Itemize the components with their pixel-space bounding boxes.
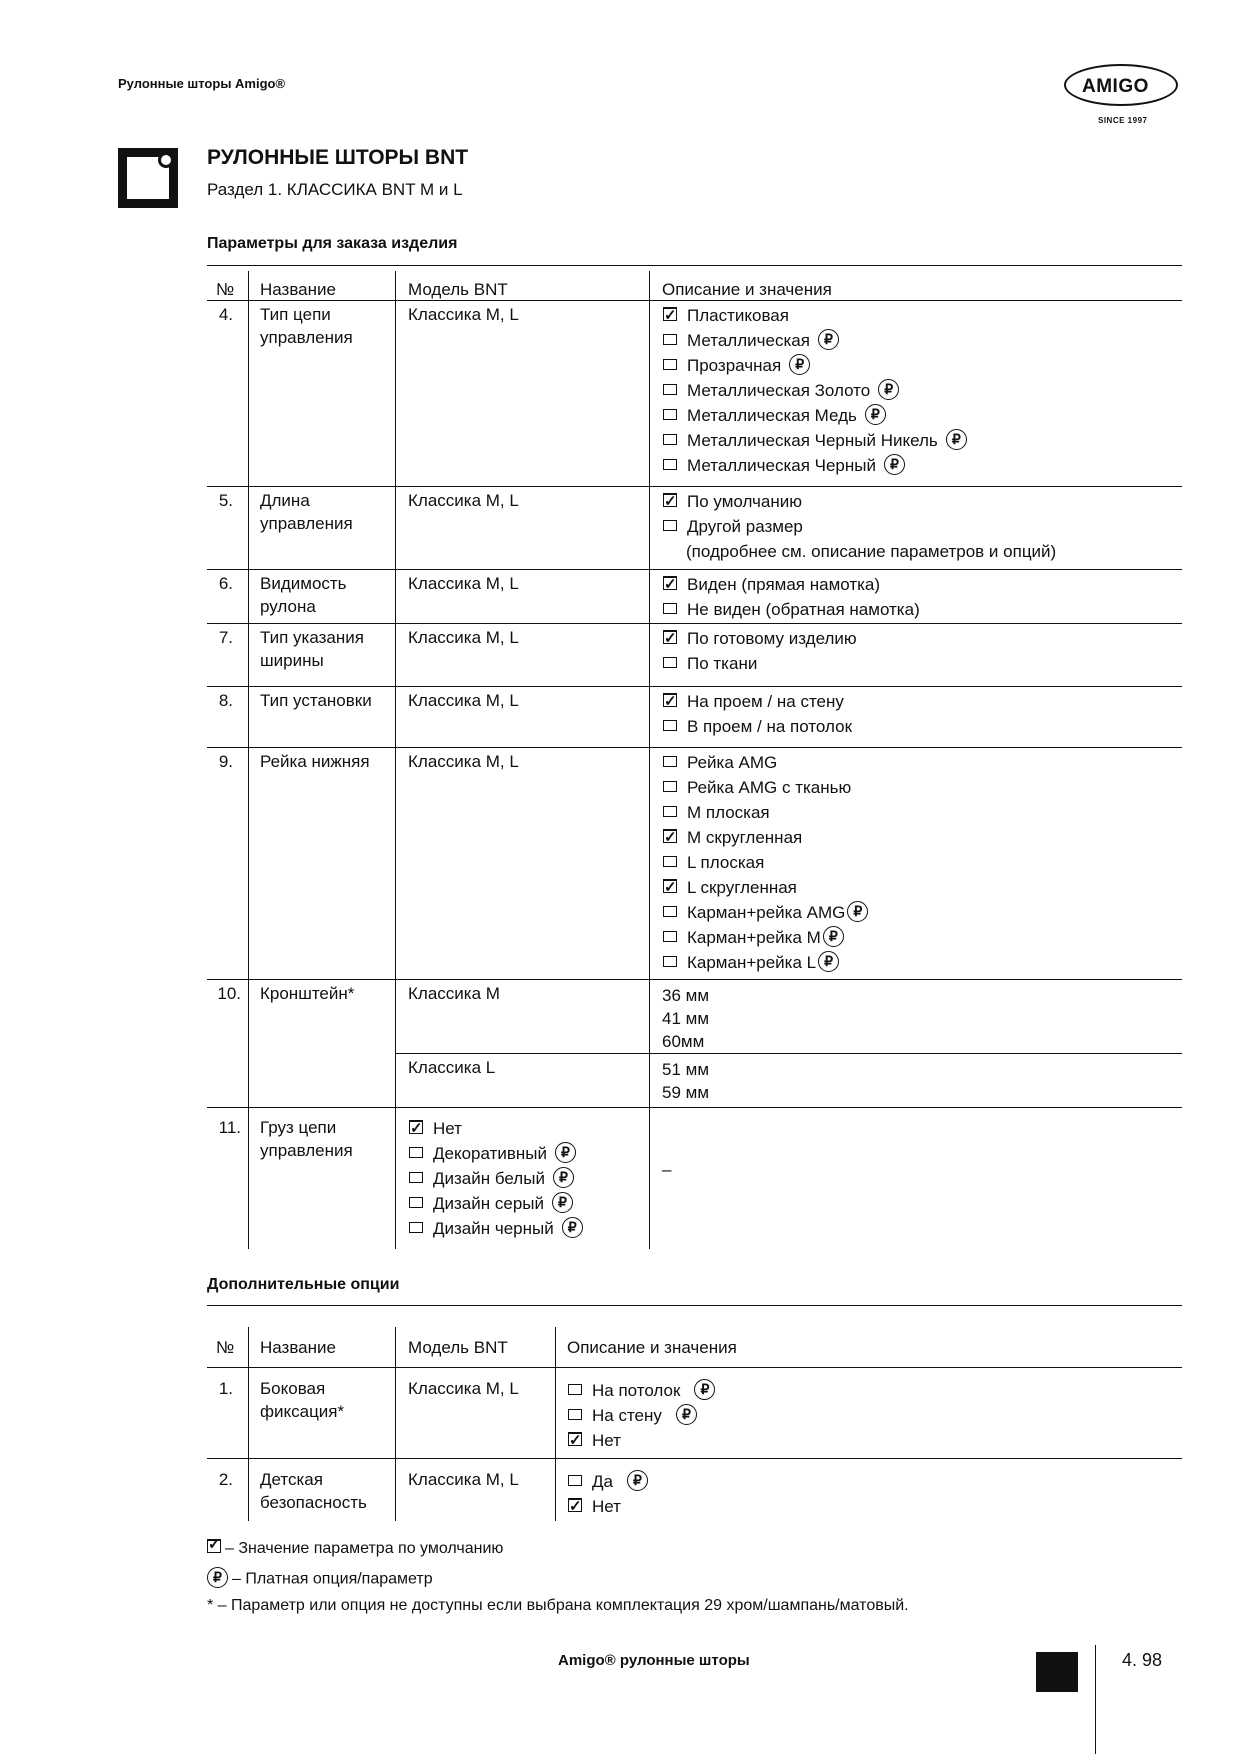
checked-checkbox-icon	[663, 693, 677, 707]
option-item	[663, 626, 857, 651]
option-item	[663, 453, 967, 478]
extra2-options	[568, 1469, 648, 1519]
row7-name-line1: Тип указания	[260, 628, 364, 647]
extra-row-rule	[207, 1458, 1182, 1459]
bracket-value: 60мм	[662, 1032, 705, 1051]
option-item	[663, 775, 868, 800]
checkbox-icon	[409, 1172, 423, 1183]
checkbox-icon	[409, 1222, 423, 1233]
checkbox-icon	[663, 856, 677, 867]
ruble-icon: ₽	[946, 429, 967, 450]
option-item	[409, 1191, 583, 1216]
extra-th-model: Модель BNT	[408, 1338, 508, 1357]
option-label: Рейка AMG с тканью	[687, 778, 852, 797]
ruble-icon: ₽	[553, 1167, 574, 1188]
option-item	[663, 689, 852, 714]
row11-desc: –	[662, 1160, 672, 1179]
row7-num: 7.	[218, 628, 233, 647]
option-label: Нет	[592, 1431, 621, 1450]
extra-header-rule	[207, 1367, 1182, 1368]
checkbox-icon	[568, 1409, 582, 1420]
row5-num: 5.	[218, 491, 233, 510]
checkbox-icon	[568, 1384, 582, 1395]
row6-name-line2: рулона	[260, 597, 316, 616]
bracket-value: 59 мм	[662, 1083, 710, 1102]
th-num: №	[216, 280, 235, 299]
row4-name-line2: управления	[260, 328, 353, 347]
option-label: Не виден (обратная намотка)	[687, 600, 920, 619]
ruble-icon: ₽	[694, 1379, 715, 1400]
option-item	[663, 514, 1056, 539]
row11-name-line2: управления	[260, 1141, 353, 1160]
checked-checkbox-icon	[409, 1120, 423, 1134]
legend-default	[207, 1540, 503, 1558]
footer-black-square	[1036, 1652, 1078, 1692]
extra2-model: Классика M, L	[408, 1470, 519, 1489]
row-rule	[207, 623, 1182, 624]
extra-th-name: Название	[260, 1338, 336, 1357]
extra1-options	[568, 1378, 715, 1453]
extra-col-divider-1	[248, 1327, 249, 1521]
page-number: 4. 98	[1122, 1650, 1163, 1670]
row-rule	[207, 486, 1182, 487]
logo-text: AMIGO	[1082, 76, 1149, 97]
col-divider-1	[248, 271, 249, 1249]
option-label: Рейка AMG	[687, 753, 778, 772]
checkbox-icon	[663, 334, 677, 345]
option-label: Другой размер	[687, 517, 803, 536]
checkbox-icon	[663, 409, 677, 420]
option-label: M плоская	[687, 803, 770, 822]
option-item	[409, 1216, 583, 1241]
sub-row-rule	[395, 1053, 1182, 1054]
row8-options	[663, 689, 852, 739]
option-label: L скругленная	[687, 878, 797, 897]
row-rule	[207, 569, 1182, 570]
checkbox-icon	[663, 756, 677, 767]
option-label: Карман+рейка M	[687, 928, 821, 947]
row10-l-values	[662, 1058, 709, 1104]
option-item	[663, 353, 967, 378]
extra-section-title: Дополнительные опции	[207, 1276, 400, 1293]
row7-model: Классика M, L	[408, 628, 519, 647]
page-title: РУЛОННЫЕ ШТОРЫ BNT	[207, 146, 469, 169]
extra-col-divider-2	[395, 1327, 396, 1521]
extra1-name	[260, 1377, 344, 1423]
bracket-value: 51 мм	[662, 1060, 710, 1079]
option-item	[409, 1116, 583, 1141]
checked-checkbox-icon	[663, 576, 677, 590]
option-item	[663, 750, 868, 775]
row4-model: Классика M, L	[408, 305, 519, 324]
row5-name-line2: управления	[260, 514, 353, 533]
ruble-icon: ₽	[823, 926, 844, 947]
option-label: Металлическая Медь	[687, 406, 857, 425]
row11-name	[260, 1116, 353, 1162]
option-item	[568, 1378, 715, 1403]
legend-paid-text: – Платная опция/параметр	[232, 1570, 433, 1588]
checkbox-icon	[409, 1197, 423, 1208]
row5-name	[260, 489, 353, 535]
ruble-icon: ₽	[789, 354, 810, 375]
option-label: Металлическая	[687, 331, 810, 350]
checkbox-icon	[663, 434, 677, 445]
option-label: На стену	[592, 1406, 662, 1425]
row5-options	[663, 489, 1056, 564]
legend-note: * – Параметр или опция не доступны если выбрана комплектация 29 хром/шампань/матовый.	[207, 1597, 909, 1614]
option-item	[663, 825, 868, 850]
extra-th-desc: Описание и значения	[567, 1338, 737, 1357]
row8-num: 8.	[218, 691, 233, 710]
row11-num: 11.	[218, 1118, 241, 1137]
row6-name	[260, 572, 347, 618]
row8-model: Классика M, L	[408, 691, 519, 710]
option-label: Металлическая Черный	[687, 456, 876, 475]
checked-checkbox-icon	[663, 829, 677, 843]
header-rule	[207, 300, 1182, 301]
ruble-icon: ₽	[818, 329, 839, 350]
checked-checkbox-icon	[663, 630, 677, 644]
header-brand: Рулонные шторы Amigo®	[118, 76, 286, 91]
extra2-num: 2.	[218, 1470, 233, 1489]
th-desc: Описание и значения	[662, 280, 832, 299]
option-label: Прозрачная	[687, 356, 782, 375]
logo-since: SINCE 1997	[1098, 116, 1148, 125]
checked-checkbox-icon	[568, 1498, 582, 1512]
bracket-value: 36 мм	[662, 986, 710, 1005]
option-label: Да	[592, 1472, 613, 1491]
option-label: Пластиковая	[687, 306, 789, 325]
option-label: По готовому изделию	[687, 629, 857, 648]
checkbox-icon	[409, 1147, 423, 1158]
row-rule	[207, 747, 1182, 748]
option-item	[568, 1428, 715, 1453]
option-item	[568, 1403, 715, 1428]
option-item	[409, 1141, 583, 1166]
checkbox-icon	[663, 603, 677, 614]
row-rule	[207, 1107, 1182, 1108]
option-label: Дизайн серый	[433, 1194, 544, 1213]
option-item	[663, 597, 920, 622]
checkbox-icon	[663, 781, 677, 792]
option-item	[663, 328, 967, 353]
option-label: Металлическая Черный Никель	[687, 431, 938, 450]
ruble-icon: ₽	[207, 1567, 228, 1588]
row10-name: Кронштейн*	[260, 984, 355, 1003]
ruble-icon: ₽	[818, 951, 839, 972]
checkbox-icon	[663, 359, 677, 370]
row6-options	[663, 572, 920, 622]
ruble-icon: ₽	[627, 1470, 648, 1491]
checked-checkbox-icon	[663, 307, 677, 321]
footer-divider	[1095, 1645, 1096, 1754]
checkbox-icon	[568, 1475, 582, 1486]
th-model: Модель BNT	[408, 280, 508, 299]
ruble-icon: ₽	[847, 901, 868, 922]
option-item	[663, 651, 857, 676]
option-item	[663, 572, 920, 597]
option-label: Дизайн черный	[433, 1219, 554, 1238]
option-label: Карман+рейка AMG	[687, 903, 846, 922]
extra2-name-line2: безопасность	[260, 1493, 367, 1512]
row7-name	[260, 626, 364, 672]
col-divider-2	[395, 271, 396, 1249]
row4-name	[260, 303, 353, 349]
params-section-title: Параметры для заказа изделия	[207, 235, 458, 252]
option-label: По умолчанию	[687, 492, 802, 511]
bracket-value: 41 мм	[662, 1009, 710, 1028]
option-label: Нет	[433, 1119, 462, 1138]
option-item	[568, 1469, 648, 1494]
extra-col-divider-3	[555, 1327, 556, 1521]
checkbox-icon	[663, 931, 677, 942]
row5-model: Классика M, L	[408, 491, 519, 510]
checked-checkbox-icon	[663, 493, 677, 507]
checkbox-icon	[663, 657, 677, 668]
option-label: На проем / на стену	[687, 692, 844, 711]
row5-name-line1: Длина	[260, 491, 310, 510]
extra1-model: Классика M, L	[408, 1379, 519, 1398]
checkbox-icon	[663, 459, 677, 470]
option-label: В проем / на потолок	[687, 717, 853, 736]
ruble-icon: ₽	[878, 379, 899, 400]
checkbox-icon	[663, 520, 677, 531]
row9-model: Классика M, L	[408, 752, 519, 771]
option-item	[663, 303, 967, 328]
option-item	[663, 925, 868, 950]
option-label: L плоская	[687, 853, 765, 872]
page-subtitle: Раздел 1. КЛАССИКА BNT M и L	[207, 180, 463, 199]
option-label: На потолок	[592, 1381, 681, 1400]
option-item	[568, 1494, 648, 1519]
extra-table-top-rule	[207, 1305, 1182, 1306]
row10-model-l: Классика L	[408, 1058, 496, 1077]
option-item	[663, 900, 868, 925]
col-divider-3	[649, 271, 650, 1249]
footer-brand: Amigo® рулонные шторы	[558, 1652, 750, 1669]
row7-name-line2: ширины	[260, 651, 324, 670]
extra1-name-line2: фиксация*	[260, 1402, 345, 1421]
row6-num: 6.	[218, 574, 233, 593]
option-label: M скругленная	[687, 828, 803, 847]
ruble-icon: ₽	[555, 1142, 576, 1163]
option-label: Нет	[592, 1497, 621, 1516]
row4-options	[663, 303, 967, 478]
row10-model-m: Классика M	[408, 984, 500, 1003]
row10-num: 10.	[217, 984, 241, 1003]
ruble-icon: ₽	[552, 1192, 573, 1213]
row11-name-line1: Груз цепи	[260, 1118, 337, 1137]
row4-name-line1: Тип цепи	[260, 305, 331, 324]
checkbox-icon	[663, 906, 677, 917]
row4-num: 4.	[218, 305, 233, 324]
extra-th-num: №	[216, 1338, 235, 1357]
legend-default-text: – Значение параметра по умолчанию	[225, 1540, 504, 1557]
option-label: Карман+рейка L	[687, 953, 817, 972]
option-item	[663, 428, 967, 453]
amigo-logo	[1062, 60, 1186, 128]
option-item	[409, 1166, 583, 1191]
extra2-name-line1: Детская	[260, 1470, 323, 1489]
ruble-icon: ₽	[865, 404, 886, 425]
option-label: Металлическая Золото	[687, 381, 871, 400]
option-label: Декоративный	[433, 1144, 548, 1163]
option-item	[663, 489, 1056, 514]
option-item	[663, 403, 967, 428]
checkbox-icon	[663, 384, 677, 395]
legend-paid	[207, 1569, 433, 1590]
row5-note: (подробнее см. описание параметров и опций)	[686, 542, 1057, 561]
row-rule	[207, 686, 1182, 687]
row6-name-line1: Видимость	[260, 574, 347, 593]
extra1-name-line1: Боковая	[260, 1379, 326, 1398]
section-square-icon	[118, 148, 178, 208]
checkbox-icon	[663, 806, 677, 817]
checkbox-icon	[663, 956, 677, 967]
row9-num: 9.	[218, 752, 233, 771]
table-top-rule	[207, 265, 1182, 266]
row9-options	[663, 750, 868, 975]
option-item	[663, 800, 868, 825]
option-item	[663, 950, 868, 975]
ruble-icon: ₽	[884, 454, 905, 475]
option-item	[663, 875, 868, 900]
ruble-icon: ₽	[562, 1217, 583, 1238]
row10-m-values	[662, 984, 709, 1053]
option-item	[663, 378, 967, 403]
th-name: Название	[260, 280, 336, 299]
extra1-num: 1.	[218, 1379, 233, 1398]
option-label: По ткани	[687, 654, 758, 673]
ruble-icon: ₽	[676, 1404, 697, 1425]
option-item	[663, 714, 852, 739]
extra2-name	[260, 1468, 367, 1514]
checked-checkbox-icon	[663, 879, 677, 893]
option-item	[663, 850, 868, 875]
checkbox-icon	[663, 720, 677, 731]
row8-name: Тип установки	[260, 691, 372, 710]
row-rule	[207, 979, 1182, 980]
row9-name: Рейка нижняя	[260, 752, 370, 771]
option-label: Виден (прямая намотка)	[687, 575, 881, 594]
checked-checkbox-icon	[568, 1432, 582, 1446]
option-label: Дизайн белый	[433, 1169, 545, 1188]
row7-options	[663, 626, 857, 676]
row11-options	[409, 1116, 583, 1241]
row6-model: Классика M, L	[408, 574, 519, 593]
checked-checkbox-icon	[207, 1539, 221, 1553]
